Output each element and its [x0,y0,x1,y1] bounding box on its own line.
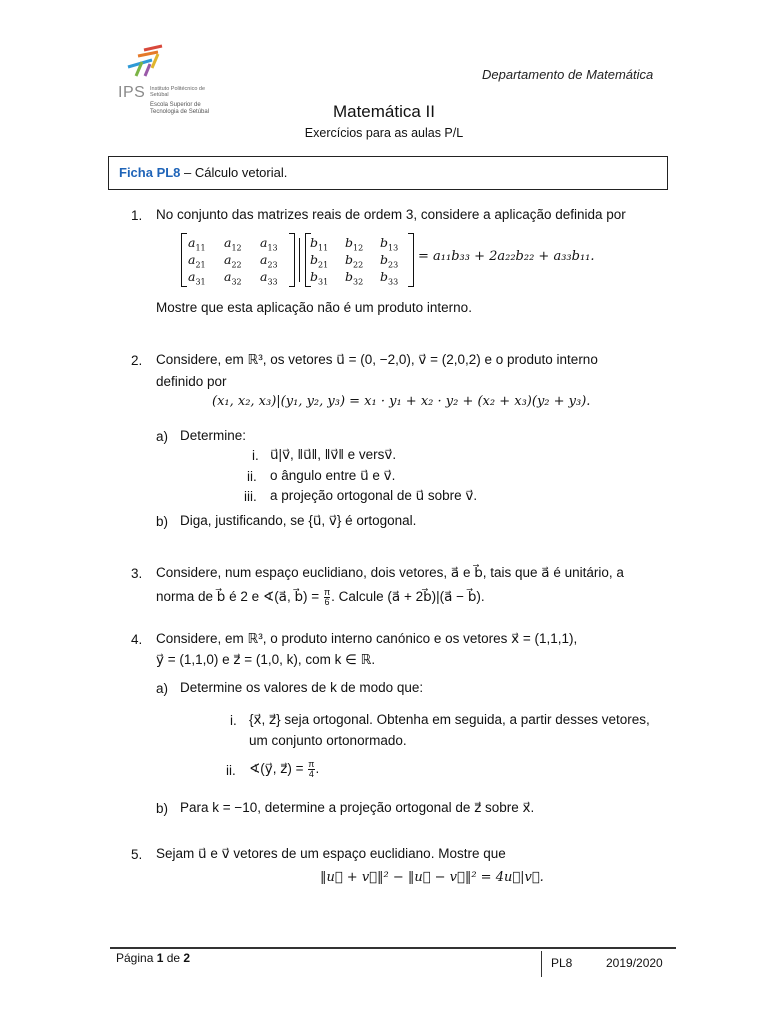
exercise-4a-ii-number: ii. [226,763,236,778]
matrix-b-entry: $b_{13}$ [380,235,399,253]
matrix-b-entry: $b_{21}$ [310,252,329,270]
matrix-b-entry: $b_{33}$ [380,269,399,287]
exercise-4a-ii-text [249,759,319,779]
exercise-2-text-line2: definido por [156,374,227,389]
department-name: Departamento de Matemática [482,67,654,82]
exercise-2a-i-number: i. [252,448,259,463]
matrix-a [188,234,296,285]
exercise-2a-ii-number: ii. [247,469,257,484]
ficha-topic: – Cálculo vetorial. [180,165,288,180]
matrix-b-entry: $b_{22}$ [345,252,364,270]
exercise-2a-iii-text: a projeção ortogonal de u⃗ sobre v⃗. [270,488,478,503]
matrix-b [310,234,415,285]
fraction-denominator: 4 [308,768,314,779]
matrix-a-entry: $a_{23}$ [260,252,278,270]
exercise-1-statement: Mostre que esta aplicação não é um produto interno. [156,300,472,315]
matrix-a-entry: $a_{12}$ [224,235,242,253]
exercise-2b-text: Diga, justificando, se {u⃗, v⃗} é ortogonal. [180,513,417,528]
footer-page-number [116,951,190,965]
exercise-5-number: 5. [131,847,143,862]
footer-code: PL8 [551,956,573,970]
inner-product-bar [299,238,300,282]
logo-school-text: Escola Superior de Tecnologia de Setúbal [150,102,210,115]
exercise-3-line2-end: . Calcule (a⃗ + 2b⃗)|(a⃗ − b⃗). [331,589,485,604]
exercise-4a-ii-start: ∢(y⃗, z⃗) = [249,761,304,776]
matrix-a-entry: $a_{21}$ [188,252,206,270]
matrix-a-entry: $a_{11}$ [188,235,206,253]
exercise-3-number: 3. [131,566,143,581]
exercise-1-rhs: = a₁₁b₃₃ + 2a₂₂b₂₂ + a₃₃b₁₁. [418,249,595,264]
exercise-4b-label: b) [156,801,169,816]
fraction-numerator: π [323,586,331,597]
fraction-numerator: π [308,758,315,769]
exercise-2b-label: b) [156,514,169,529]
exercise-1-number: 1. [131,208,143,223]
exercise-3-line1: Considere, num espaço euclidiano, dois vetores, a⃗ e b⃗, tais que a⃗ é unitário, a [156,565,624,580]
fraction-denominator: 6 [324,596,330,607]
exercise-2-number: 2. [131,353,143,368]
logo-ips-text: IPS [118,84,146,101]
exercise-5-formula: ‖u⃗ + v⃗‖² − ‖u⃗ − v⃗‖² = 4u⃗|v⃗. [320,870,544,885]
exercise-4a-i-text-line2: um conjunto ortonormado. [249,733,407,748]
exercise-4-line1: Considere, em ℝ³, o produto interno canónico e os vetores x⃗ = (1,1,1), [156,631,578,646]
matrix-a-entry: $a_{22}$ [224,252,242,270]
exercise-4a-ii-end: . [315,761,320,776]
page-subtitle: Exercícios para as aulas P/L [304,126,464,140]
footer-page-mid: de [163,951,184,965]
ficha-label [119,165,287,180]
exercise-4b-text: Para k = −10, determine a projeção ortogonal de z⃗ sobre x⃗. [180,800,535,815]
exercise-4-line2: y⃗ = (1,1,0) e z⃗ = (1,0, k), com k ∈ ℝ. [156,652,376,667]
matrix-a-entry: $a_{32}$ [224,269,242,287]
matrix-b-entry: $b_{32}$ [345,269,364,287]
matrix-b-entry: $b_{31}$ [310,269,329,287]
page-title: Matemática II [332,102,436,121]
exercise-4a-ii-fraction [308,760,314,779]
exercise-2-text-line1: Considere, em ℝ³, os vetores u⃗ = (0, −2,0), v⃗ = (2,0,2) e o produto interno [156,352,598,367]
matrix-a-entry: $a_{31}$ [188,269,206,287]
exercise-5-text: Sejam u⃗ e v⃗ vetores de um espaço euclidiano. Mostre que [156,846,506,861]
exercise-2a-iii-number: iii. [244,489,257,504]
exercise-3-line2 [156,587,485,607]
exercise-3-line2-start: norma de b⃗ é 2 e ∢(a⃗, b⃗) = [156,589,320,604]
footer-year: 2019/2020 [606,956,663,970]
matrix-a-right-bracket [289,233,295,287]
matrix-b-entry: $b_{11}$ [310,235,329,253]
matrix-b-entry: $b_{23}$ [380,252,399,270]
matrix-b-entry: $b_{12}$ [345,235,364,253]
exercise-4a-text: Determine os valores de k de modo que: [180,680,424,695]
exercise-2-inner-product-formula: (x₁, x₂, x₃)|(y₁, y₂, y₃) = x₁ · y₁ + x₂ · y₂ + (x₂ + x₃)(y₂ + y₃). [212,394,591,409]
exercise-4a-i-number: i. [230,713,237,728]
exercise-2a-i-text: u⃗|v⃗, ‖u⃗‖, ‖v⃗‖ e versv⃗. [270,447,397,462]
footer-page-current: 1 [156,951,164,965]
exercise-2a-label: a) [156,429,169,444]
exercise-1-text: No conjunto das matrizes reais de ordem 3, considere a aplicação definida por [156,207,626,222]
ficha-code: Ficha PL8 [119,165,181,180]
exercise-4a-label: a) [156,681,169,696]
exercise-2a-text: Determine: [180,428,247,443]
footer-divider [110,947,676,949]
exercise-2a-ii-text: o ângulo entre u⃗ e v⃗. [270,468,396,483]
logo-institute-text: Instituto Politécnico de Setúbal [150,86,206,98]
matrix-a-entry: $a_{13}$ [260,235,278,253]
exercise-4a-i-text-line1: {x⃗, z⃗} seja ortogonal. Obtenha em seguida, a partir desses vetores, [249,712,650,727]
matrix-a-entry: $a_{33}$ [260,269,278,287]
footer-separator [541,951,542,977]
footer-page-total: 2 [183,951,191,965]
exercise-3-fraction [324,588,330,607]
matrix-b-right-bracket [408,233,414,287]
matrix-a-left-bracket [181,233,187,287]
footer-page-prefix: Página [116,951,157,965]
ficha-box [108,156,668,190]
exercise-4-number: 4. [131,632,143,647]
